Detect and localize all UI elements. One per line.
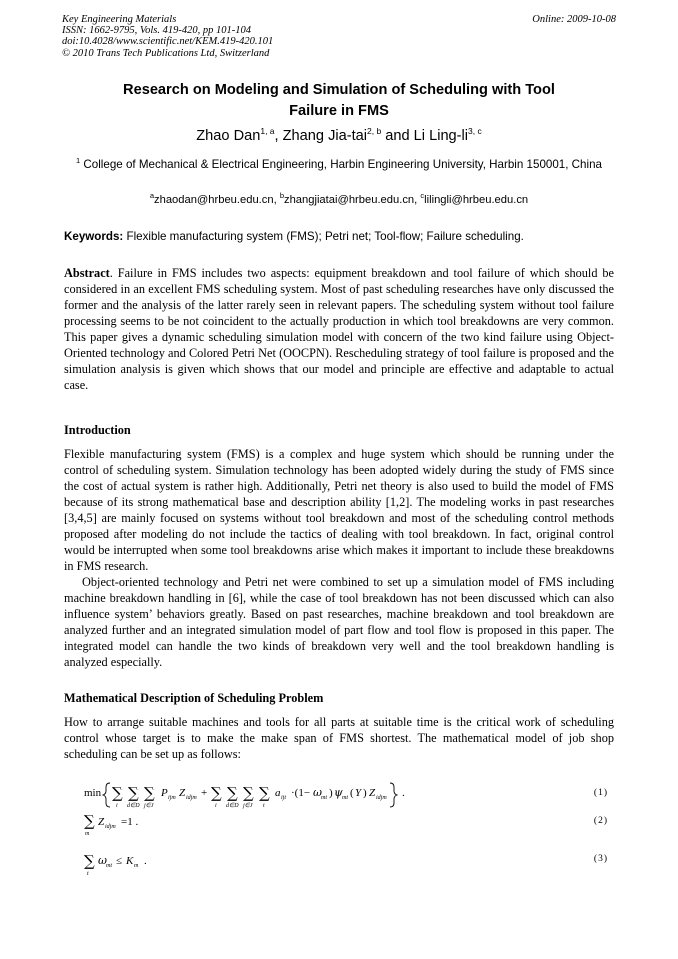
equation-2: [84, 812, 614, 842]
svg-text:≤: ≤: [116, 855, 123, 867]
issn-line: ISSN: 1662-9795, Vols. 419-420, pp 101-104: [62, 25, 251, 37]
svg-text:m: m: [85, 831, 90, 837]
abstract: [64, 265, 614, 393]
equation-3-formula: [84, 850, 174, 880]
svg-text:.: .: [402, 787, 405, 799]
author-affil-sup: 3, c: [468, 126, 482, 136]
journal-name: Key Engineering Materials: [62, 14, 177, 25]
svg-text:t: t: [263, 803, 265, 809]
svg-text:a: a: [275, 787, 281, 799]
svg-text:=1 .: =1 .: [121, 816, 139, 828]
email-separator: ,: [414, 194, 421, 206]
copyright-line: © 2010 Trans Tech Publications Ltd, Switzerland: [62, 47, 270, 59]
svg-text:∑: ∑: [227, 784, 238, 802]
svg-text:∑: ∑: [128, 784, 139, 802]
equation-1-formula: [84, 774, 404, 810]
svg-text:i: i: [215, 803, 217, 809]
title-line-2: Failure in FMS: [289, 103, 389, 119]
keywords: [64, 229, 614, 245]
author-name: Zhang Jia-tai: [282, 128, 368, 144]
svg-text:Y: Y: [355, 787, 362, 799]
svg-text:∑: ∑: [243, 784, 254, 802]
svg-text:(: (: [350, 787, 354, 799]
svg-text:): ): [329, 787, 333, 799]
email-sup: b: [279, 191, 284, 200]
equation-number: (3): [593, 854, 608, 864]
math-heading: Mathematical Description of Scheduling Problem: [64, 691, 324, 705]
svg-text:min: min: [84, 787, 102, 799]
svg-text:·(1−: ·(1−: [291, 787, 311, 799]
doi-line: doi:10.4028/www.scientific.net/KEM.419-420.101: [62, 36, 274, 48]
svg-text:t: t: [87, 871, 89, 877]
author-affil-sup: 2, b: [367, 126, 382, 136]
email-sup: c: [420, 191, 425, 200]
equation-number: (2): [593, 816, 608, 826]
equation-1: [84, 774, 614, 810]
svg-text:ω: ω: [313, 786, 322, 799]
svg-text:P: P: [161, 787, 168, 799]
email-sup: a: [149, 191, 154, 200]
email-link[interactable]: zhaodan@hrbeu.edu.cn: [154, 194, 274, 206]
equation-2-formula: [84, 812, 164, 842]
equation-number: (1): [593, 788, 608, 798]
introduction-body: [64, 446, 614, 670]
affiliation-text: College of Mechanical & Electrical Engineering, Harbin Engineering University, Harbin 150001, China: [83, 158, 602, 171]
svg-text:∑: ∑: [112, 784, 123, 802]
svg-text:+: +: [201, 787, 208, 799]
svg-text:idjm: idjm: [376, 795, 387, 801]
svg-text:K: K: [126, 855, 134, 867]
keywords-label: Keywords:: [64, 230, 124, 243]
title-line-1: Research on Modeling and Simulation of Scheduling with Tool: [123, 82, 555, 98]
svg-text:ijt: ijt: [281, 795, 287, 801]
svg-text:∑: ∑: [211, 784, 222, 802]
author-list: [64, 127, 614, 146]
equation-3: [84, 850, 614, 880]
email-separator: ,: [273, 194, 280, 206]
svg-text:j∈J: j∈J: [144, 803, 154, 809]
author-name: Zhao Dan: [196, 128, 261, 144]
svg-text:idjm: idjm: [186, 795, 197, 801]
svg-text:∑: ∑: [259, 784, 270, 802]
online-date: Online: 2009-10-08: [532, 14, 616, 25]
math-paragraph: How to arrange suitable machines and tools for all parts at suitable time is the critical work of scheduling control whose target is to make the make span of FMS shortest. The mathematical model of job shop scheduling can be set up as follows:: [64, 715, 614, 761]
svg-text:i: i: [116, 803, 118, 809]
affiliation-sup: 1: [76, 156, 81, 165]
svg-text:d∈D: d∈D: [127, 803, 140, 809]
svg-text:Z: Z: [179, 787, 186, 799]
author-separator: ,: [274, 128, 283, 144]
author-separator: and: [381, 128, 414, 144]
svg-text:): ): [363, 787, 367, 799]
svg-text:Z: Z: [98, 816, 105, 828]
intro-paragraph: Flexible manufacturing system (FMS) is a complex and huge system which should be running under the control of scheduling system. Simulation technology has been adopted widely during the study of FMS since the cost of actual system is rather high. Additionally, Petri net theory is also used to build the model of FMS because of its strong mathematical base and description ability [1,2]. The modeling works in past researches [3,4,5] are mainly focused on systems without tool breakdown and most of the scheduling control methods proposed after modeling do not include the tactics of dealing with tool breakdown. In fact, original control would be interrupted when some tool breakdowns arise which makes it important to include these breakdowns in FMS research.: [64, 447, 614, 573]
abstract-label: Abstract: [64, 266, 110, 280]
email-link[interactable]: zhangjiatai@hrbeu.edu.cn: [283, 194, 415, 206]
svg-text:mt: mt: [321, 795, 327, 801]
svg-text:mt: mt: [106, 863, 112, 869]
paper-title: [64, 80, 614, 122]
email-list: [64, 192, 614, 208]
svg-text:∑: ∑: [84, 852, 95, 870]
svg-text:Z: Z: [369, 787, 376, 799]
email-link[interactable]: lilingli@hrbeu.edu.cn: [424, 194, 529, 206]
svg-text:.: .: [144, 855, 147, 867]
svg-text:m: m: [134, 863, 139, 869]
svg-text:mt: mt: [342, 795, 348, 801]
keywords-text: Flexible manufacturing system (FMS); Petri net; Tool-flow; Failure scheduling.: [126, 230, 524, 243]
intro-paragraph: Object-oriented technology and Petri net were combined to set up a simulation model of FMS including machine breakdown handling in [6], while the case of tool breakdown has not been discussed which can also influence system’ behaviors greatly. Based on past researches, machine breakdown and tool breakdown are analyzed further and an integrated simulation model of part flow and tool flow is proposed in this paper. The integrated model can handle the two kinds of breakdown very well and the tool breakdown handling is analyzed especially.: [64, 575, 614, 669]
journal-header: [62, 14, 422, 59]
author-name: Li Ling-li: [413, 128, 469, 144]
author-affil-sup: 1, a: [260, 126, 275, 136]
svg-text:∑: ∑: [84, 812, 95, 830]
abstract-text: . Failure in FMS includes two aspects: equipment breakdown and tool failure of which should be considered in an excellent FMS scheduling system. Most of past scheduling researches have only discussed the former and the analysis of the latter rarely seen in relevant papers. The scheduling system without tool failure processing seems to be not coincident to the actually production in which tool breakdowns are very common. This paper gives a dynamic scheduling simulation model with concern of the two kind failure using Object-Oriented technology and Colored Petri Net (OOCPN). Rescheduling strategy of tool failure is proposed and the simulation analysis is given which shows that our model and principle are effective and adaptable to actual case.: [64, 266, 614, 392]
svg-text:j∈J: j∈J: [243, 803, 253, 809]
svg-text:d∈D: d∈D: [226, 803, 239, 809]
svg-text:ψ: ψ: [334, 786, 343, 799]
introduction-heading: Introduction: [64, 423, 131, 437]
svg-text:ijm: ijm: [168, 795, 176, 801]
svg-text:ω: ω: [98, 854, 107, 867]
svg-text:∑: ∑: [144, 784, 155, 802]
affiliation: [64, 157, 614, 173]
svg-text:idjm: idjm: [105, 824, 116, 830]
